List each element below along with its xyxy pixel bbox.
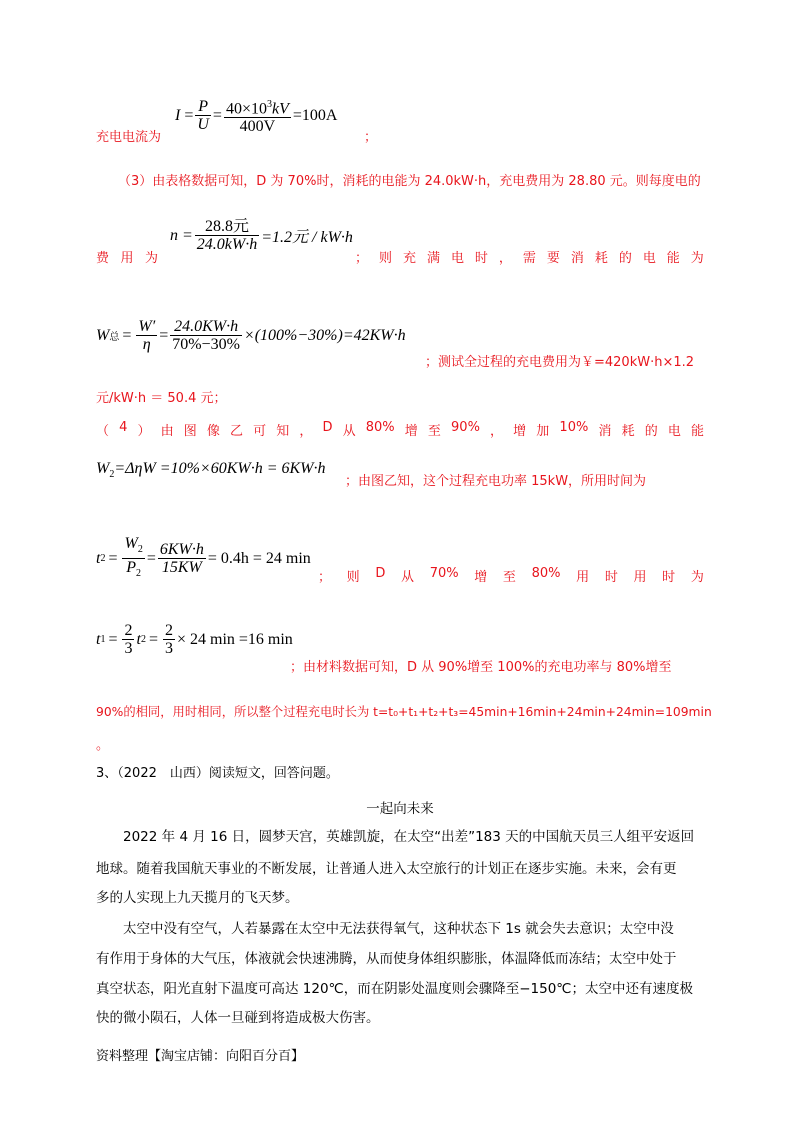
total-cost-text: ；测试全过程的充电费用为￥=420kW·h×1.2 [425,355,695,370]
footer-source: 资料整理【淘宝店铺：向阳百分百】 [96,1049,305,1064]
article-para1-line2: 地球。随着我国航天事业的不断发展，让普通人进入太空旅行的计划正在逐步实施。未来，会有更 [96,861,677,877]
unit-price-label: 费 用 为 [96,251,158,266]
article-para1-line1: 2022 年 4 月 16 日，圆梦天宫，英雄凯旋，在太空“出差”183 天的中国航天员三人组平安返回 [123,829,695,845]
fraction-w-over-eta: $\frac{W'}{\eta}$ [138,318,156,353]
fraction-energy-over-power: $\frac{6KW\cdot h}{15KW}$ [159,541,204,577]
fraction-power-over-voltage: $\frac{40\times 10^3kV}{400V}$ [224,96,291,135]
article-para2-line2: 有作用于身体的大气压，体液就会快速沸腾，从而使身体组织膨胀，体温降低而冻结；太空中处于 [96,951,677,967]
fraction-p-over-u: $\frac{P}{U}$ [197,98,209,134]
unit-price-equation: n = $\frac{\text{28.8元}}{24.0kW\cdot h}$ =1.2元 / kW·h [170,218,353,253]
question-3-heading: 3、（2022 山西）阅读短文，回答问题。 [96,766,339,781]
time-t1-equation: t 1 = $\frac{2}{3}$ t 2 = $\frac{2}{3}$ × 24 min =16 min [96,622,293,657]
full-charge-text: ； 则 充 满 电 时 ， 需 要 消 耗 的 电 能 为 [355,251,704,266]
article-para2-line1: 太空中没有空气，人若暴露在太空中无法获得氧气，这种状态下 1s 就会失去意识；太空中没 [123,921,674,937]
article-title: 一起向未来 [366,801,434,817]
part3-text: （3）由表格数据可知，D 为 70%时，消耗的电能为 24.0kW·h，充电费用为 28.80 元。则每度电的 [118,174,701,189]
part4-text: （ 4 ） 由 图 像 乙 可 知 ， D 从 80% 增 至 90% ， 增 加 10% 消 耗 的 电 能 [96,420,704,439]
power-text: ；由图乙知，这个过程充电功率 15kW，所用时间为 [345,474,647,489]
energy-increment-equation: $W_2=\Delta\eta W =10\%\times 60KW\cdot h = 6KW\cdot h$ [96,460,326,481]
fraction-two-thirds: $\frac{2}{3}$ [124,622,133,657]
total-cost-result: 元/kW·h ＝ 50.4 元； [96,391,227,406]
current-equation: I = $\frac{P}{U}$ = $\frac{40\times 10^3kV}{400V}$ =100A [175,96,337,135]
fraction-w2-over-p2: $\frac{W_2}{P_2}$ [124,535,143,580]
current-label: 充电电流为 ； [96,130,378,145]
fraction-energy-over-percent: $\frac{24.0KW\cdot h}{70\%-30\%}$ [172,318,240,353]
total-energy-equation: W 总 = $\frac{W'}{\eta}$ = $\frac{24.0KW\cdot h}{70\%-30\%}$ ×(100%−30%)=42KW·h [96,318,406,353]
fraction-two-thirds-b: $\frac{2}{3}$ [164,622,173,657]
t1-lead-text: ； 则 D 从 70% 增 至 80% 用 时 用 时 为 [318,566,704,585]
total-time-end: 。 [96,738,110,753]
article-para1-line3: 多的人实现上九天揽月的飞天梦。 [96,890,299,906]
total-time-text: 90%的相同，用时相同，所以整个过程充电时长为 t=t₀+t₁+t₂+t₃=45min+16min+24min+24min=109min [96,705,712,719]
fraction-cost-over-energy: $\frac{\text{28.8元}}{24.0kW\cdot h}$ [196,218,258,253]
t3-text: ；由材料数据可知，D 从 90%增至 100%的充电功率与 80%增至 [290,660,672,675]
article-para2-line4: 快的微小陨石，人体一旦碰到将造成极大伤害。 [96,1010,380,1026]
time-t2-equation: t 2 = $\frac{W_2}{P_2}$ = $\frac{6KW\cdot h}{15KW}$ = 0.4h = 24 min [96,535,311,582]
article-para2-line3: 真空状态，阳光直射下温度可高达 120℃，而在阴影处温度则会骤降至−150℃；太空中还有速度极 [96,981,693,997]
